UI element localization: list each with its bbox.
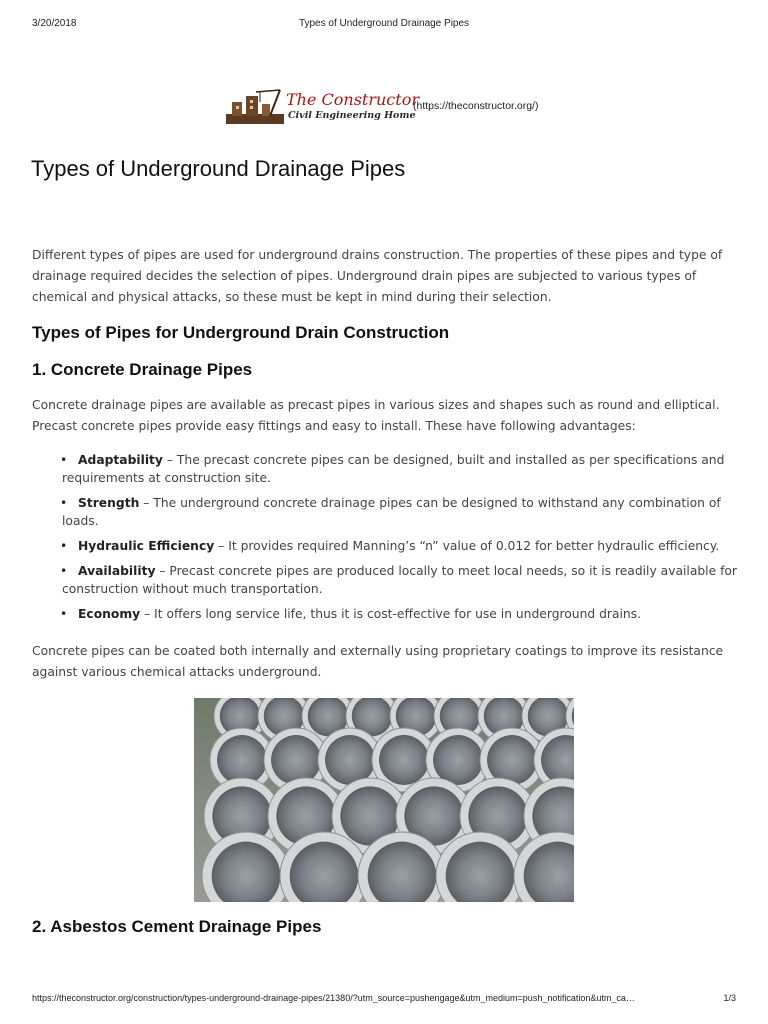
list-item: • Hydraulic Efficiency – It provides required Manning’s “n” value of 0.012 for better hydraulic efficiency. [60,539,720,553]
asbestos-heading: 2. Asbestos Cement Drainage Pipes [32,917,322,936]
advantage-text: – The underground concrete drainage pipes can be designed to withstand any combination of loads. [62,496,721,528]
concrete-pipes-photo [194,698,574,902]
list-item: • Availability – Precast concrete pipes are produced locally to meet local needs, so it is readily available for construction without much transportation. [60,564,737,596]
list-item: • Adaptability – The precast concrete pipes can be designed, built and installed as per specifications and requirements at construction site. [60,453,725,485]
list-item: • Strength – The underground concrete drainage pipes can be designed to withstand any combination of loads. [60,496,721,528]
advantages-list [32,451,738,630]
logo-url[interactable]: (https://theconstructor.org/) [413,100,539,112]
page-number: 1/3 [723,993,736,1003]
pipes-image [194,698,574,902]
logo-name: The Constructor [286,90,419,109]
pipe-bore [217,735,267,785]
section-heading: Types of Pipes for Underground Drain Construction [32,323,450,342]
print-title: Types of Underground Drainage Pipes [298,18,470,29]
advantage-term: Availability [78,564,156,578]
article-body [32,245,738,679]
concrete-heading: 1. Concrete Drainage Pipes [32,360,253,379]
coating-paragraph: Concrete pipes can be coated both internally and externally using proprietary coatings to improve its resistance against various chemical attacks underground. [32,644,724,679]
pipe-bore [487,735,537,785]
concrete-intro: Concrete drainage pipes are available as precast pipes in various sizes and shapes such as round and elliptical. Precast concrete pipes provide easy fittings and easy to install. These have following advantages: [32,398,720,433]
construction-site-icon [226,88,284,124]
advantage-term: Hydraulic Efficiency [78,539,215,553]
print-header [32,18,736,32]
footer-url[interactable]: https://theconstructor.org/construction/types-underground-drainage-pipes/21380/?utm_source=pushengage&utm_medium=push_notification&utm_ca… [32,993,635,1003]
print-footer [32,993,736,1007]
advantage-text: – It provides required Manning’s “n” value of 0.012 for better hydraulic efficiency. [214,539,720,553]
print-date: 3/20/2018 [32,18,77,29]
advantage-text: – Precast concrete pipes are produced locally to meet local needs, so it is readily available for construction without much transportation. [62,564,737,596]
logo-tagline: Civil Engineering Home [288,110,416,121]
advantage-term: Adaptability [78,453,163,467]
advantage-text: – The precast concrete pipes can be designed, built and installed as per specifications and requirements at construction site. [62,453,725,485]
pipe-bore [433,735,483,785]
pipe-bore [271,735,321,785]
page-title: Types of Underground Drainage Pipes [31,156,406,181]
pipe-bore [379,735,429,785]
list-item: • Economy – It offers long service life, thus it is cost-effective for use in underground drains. [60,607,642,621]
intro-paragraph: Different types of pipes are used for underground drains construction. The properties of these pipes and type of drainage required decides the selection of pipes. Underground drain pipes are subjected to various types of chemical and physical attacks, so these must be kept in mind during their selection. [32,248,723,304]
advantage-term: Economy [78,607,141,621]
advantage-term: Strength [78,496,140,510]
pipe-bore [325,735,375,785]
advantage-text: – It offers long service life, thus it is cost-effective for use in underground drains. [140,607,642,621]
site-logo[interactable] [226,86,566,126]
